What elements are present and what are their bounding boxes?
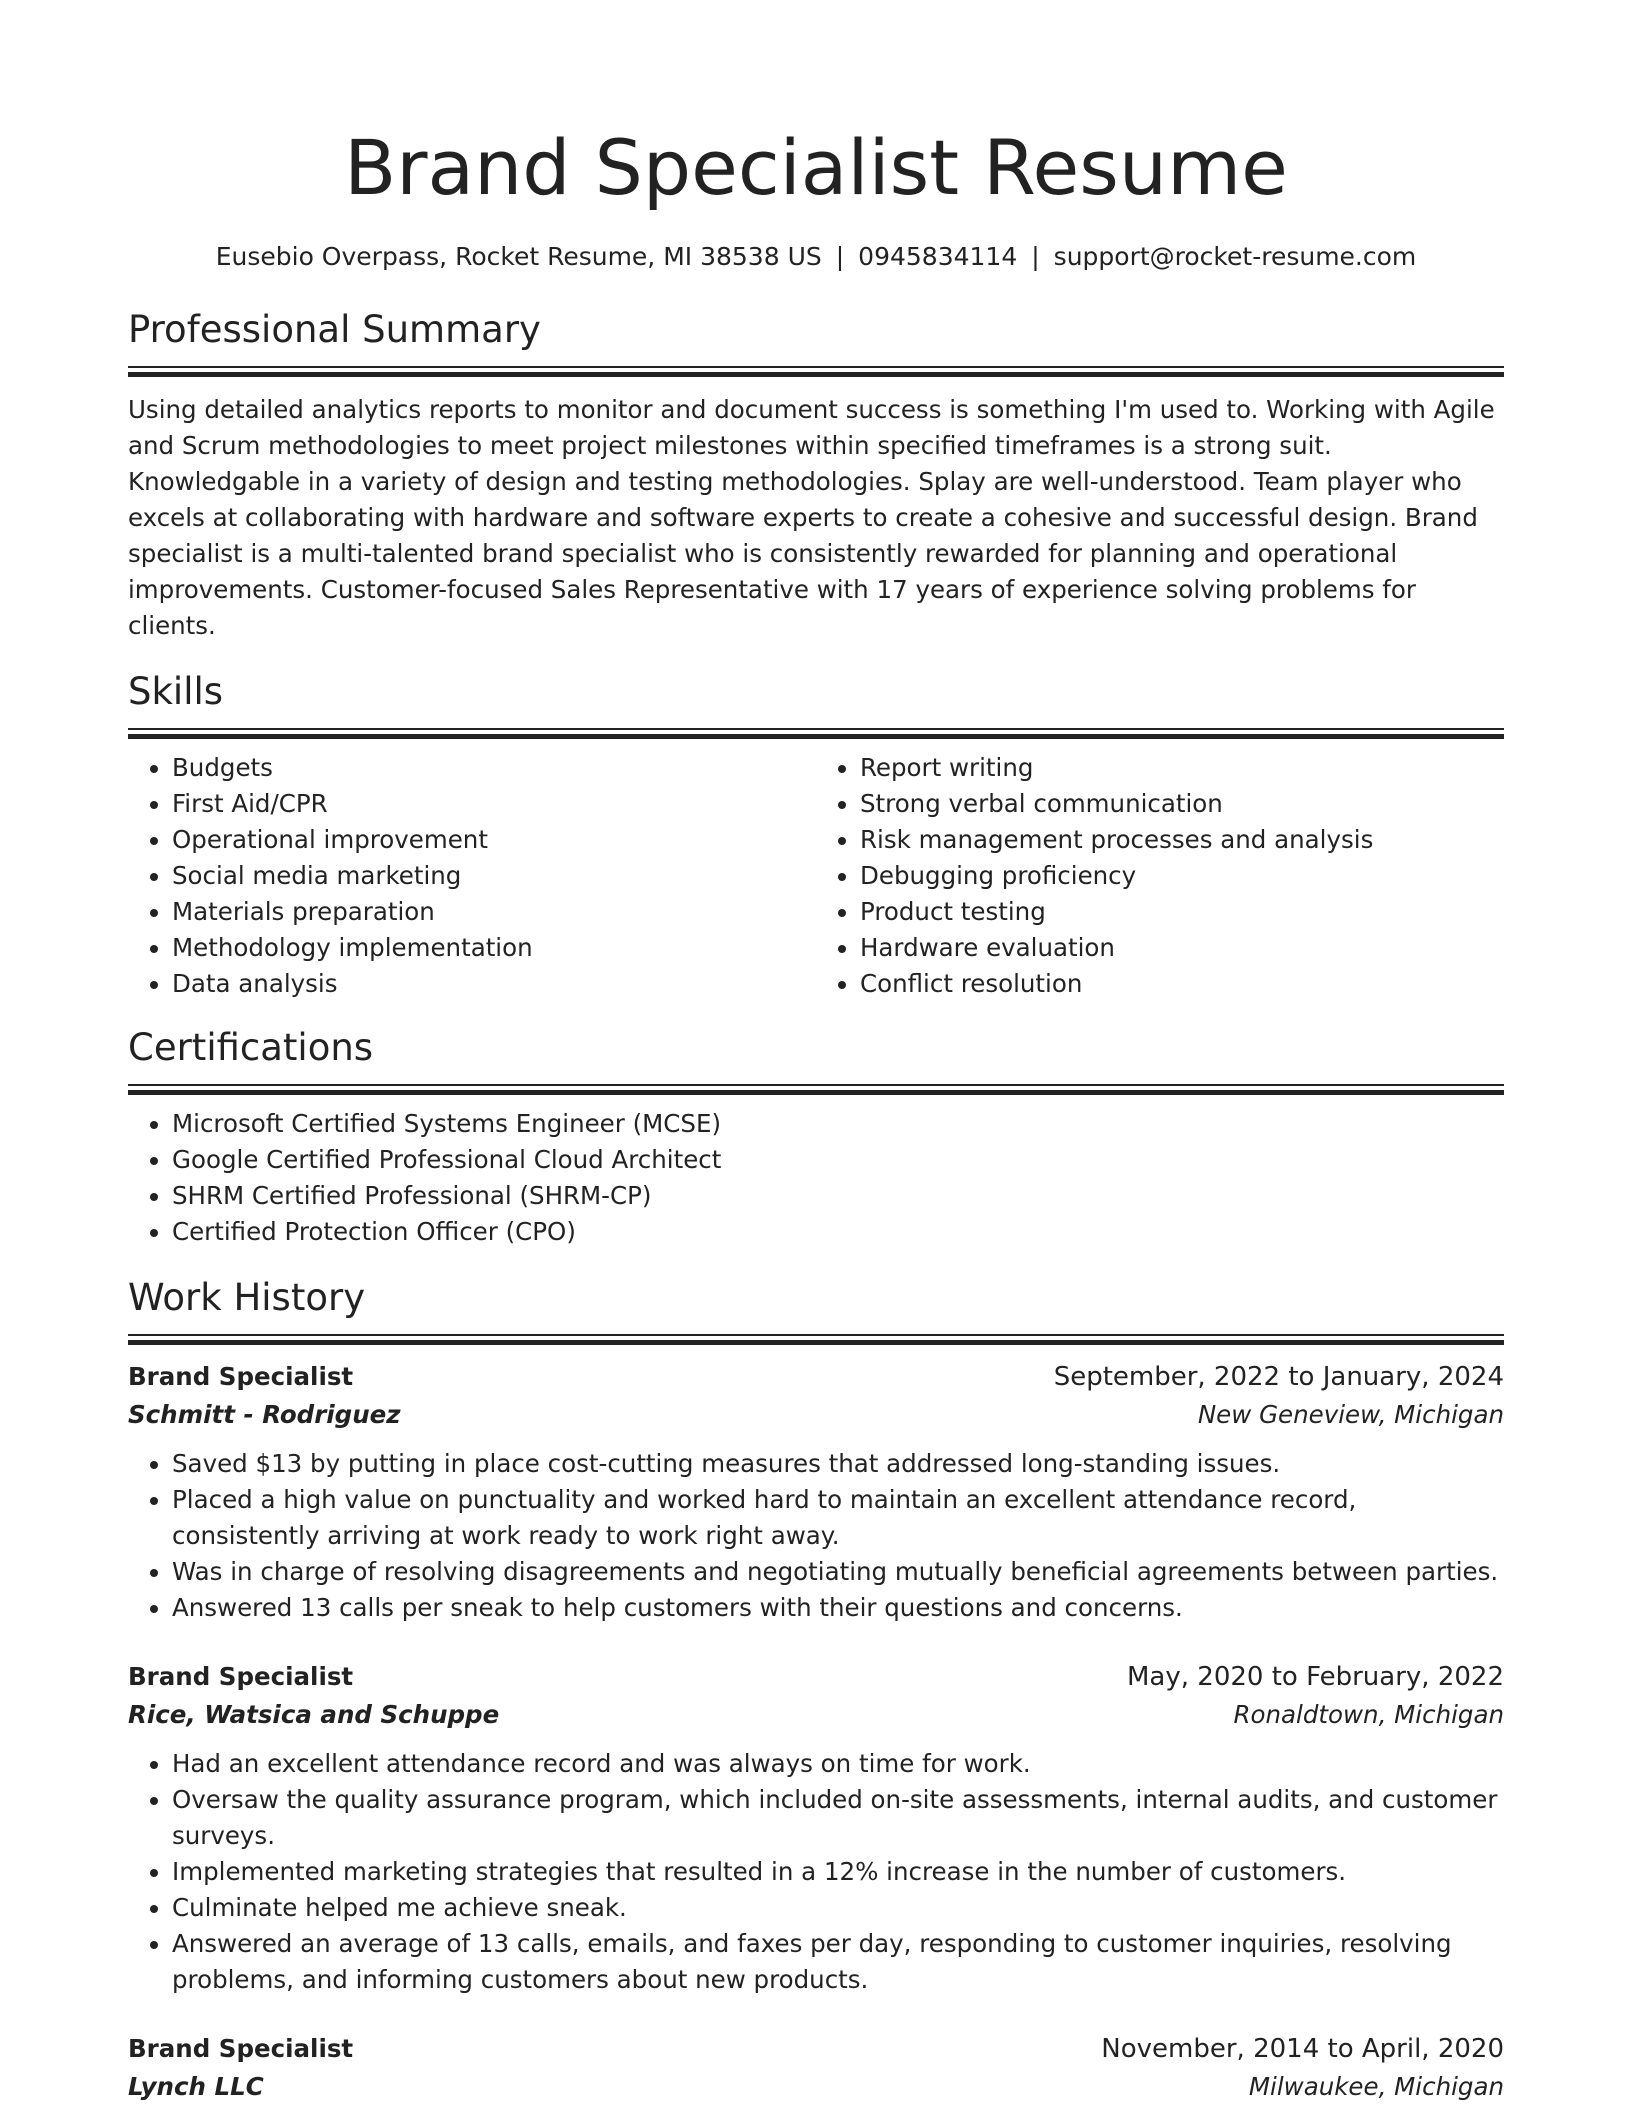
skill-item: • Social media marketing [172, 858, 816, 894]
job-dates: May, 2020 to February, 2022 [1127, 1662, 1504, 1692]
job-bullet: • Culminate helped me achieve sneak. [172, 1890, 1504, 1926]
skill-item: • Budgets [172, 750, 816, 786]
skills-column-left [128, 750, 816, 1002]
certification-item: • Google Certified Professional Cloud Architect [172, 1142, 1504, 1178]
job-entry [128, 1658, 1504, 1998]
job-bullet: • Was in charge of resolving disagreements and negotiating mutually beneficial agreements between parties. [172, 1554, 1504, 1590]
skills-grid [128, 750, 1504, 1002]
certification-item: • Certified Protection Officer (CPO) [172, 1214, 1504, 1250]
job-title: Brand Specialist [128, 2034, 354, 2063]
job-bullet: • Answered 13 calls per sneak to help customers with their questions and concerns. [172, 1590, 1504, 1626]
job-subheader [128, 2068, 1504, 2106]
summary-section [128, 306, 1504, 644]
job-subheader [128, 1696, 1504, 1734]
certifications-section [128, 1024, 1504, 1250]
job-header [128, 1658, 1504, 1696]
job-title: Brand Specialist [128, 1362, 354, 1391]
section-title-work-history: Work History [128, 1276, 366, 1319]
certification-item: • SHRM Certified Professional (SHRM-CP) [172, 1178, 1504, 1214]
section-title-certifications: Certifications [128, 1026, 374, 1069]
contact-phone: 0945834114 [858, 242, 1018, 271]
certifications-list [128, 1106, 1504, 1250]
job-bullets [128, 1446, 1504, 1626]
skill-item: • Methodology implementation [172, 930, 816, 966]
job-header [128, 1358, 1504, 1396]
job-bullet: • Oversaw the quality assurance program, which included on-site assessments, internal audits, and customer surveys. [172, 1782, 1504, 1854]
job-subheader [128, 1396, 1504, 1434]
section-divider [128, 1334, 1504, 1344]
contact-address: Eusebio Overpass, Rocket Resume, MI 38538 US [215, 242, 822, 271]
contact-line [128, 240, 1504, 274]
skills-section [128, 668, 1504, 1002]
summary-text: Using detailed analytics reports to monitor and document success is something I'm used to. Working with Agile and Scrum methodologies to meet project milestones within specified timeframes is a strong suit. Knowledgable in a variety of design and testing methodologies. Splay are well-understood. Team player who excels at collaborating with hardware and software experts to create a cohesive and successful design. Brand specialist is a multi-talented brand specialist who is consistently rewarded for planning and operational improvements. Customer-focused Sales Representative with 17 years of experience solving problems for clients. [128, 395, 1495, 640]
job-dates: September, 2022 to January, 2024 [1053, 1362, 1504, 1392]
section-title-summary: Professional Summary [128, 308, 541, 351]
job-title: Brand Specialist [128, 1662, 354, 1691]
work-history-section [128, 1274, 1504, 2106]
job-bullet: • Implemented marketing strategies that resulted in a 12% increase in the number of customers. [172, 1854, 1504, 1890]
job-company: Rice, Watsica and Schuppe [128, 1700, 500, 1729]
section-divider [128, 366, 1504, 376]
skills-column-right [816, 750, 1504, 1002]
job-company: Lynch LLC [128, 2072, 264, 2101]
certification-item: • Microsoft Certified Systems Engineer (MCSE) [172, 1106, 1504, 1142]
job-location: New Geneview, Michigan [1197, 1400, 1504, 1429]
section-divider [128, 728, 1504, 738]
job-bullet: • Saved $13 by putting in place cost-cutting measures that addressed long-standing issues. [172, 1446, 1504, 1482]
job-entry [128, 1358, 1504, 1626]
resume-title: Brand Specialist Resume [344, 123, 1288, 212]
section-divider [128, 1084, 1504, 1094]
skill-item: • Product testing [860, 894, 1504, 930]
skill-item: • Report writing [860, 750, 1504, 786]
contact-separator: | [1031, 242, 1040, 271]
section-title-skills: Skills [128, 670, 224, 713]
skill-item: • Data analysis [172, 966, 816, 1002]
skill-item: • Strong verbal communication [860, 786, 1504, 822]
job-location: Milwaukee, Michigan [1248, 2072, 1504, 2101]
skill-item: • Hardware evaluation [860, 930, 1504, 966]
job-bullets [128, 1746, 1504, 1998]
job-location: Ronaldtown, Michigan [1233, 1700, 1504, 1729]
job-bullet: • Had an excellent attendance record and was always on time for work. [172, 1746, 1504, 1782]
job-dates: November, 2014 to April, 2020 [1101, 2034, 1504, 2064]
skill-item: • Debugging proficiency [860, 858, 1504, 894]
skill-item: • Risk management processes and analysis [860, 822, 1504, 858]
job-header [128, 2030, 1504, 2068]
contact-separator: | [835, 242, 845, 271]
skill-item: • Conflict resolution [860, 966, 1504, 1002]
job-bullet: • Answered an average of 13 calls, emails, and faxes per day, responding to customer inquiries, resolving problems, and informing customers about new products. [172, 1926, 1504, 1998]
job-entry [128, 2030, 1504, 2106]
job-company: Schmitt - Rodriguez [128, 1400, 401, 1429]
skill-item: • Operational improvement [172, 822, 816, 858]
contact-email: support@rocket-resume.com [1053, 242, 1417, 271]
skill-item: • First Aid/CPR [172, 786, 816, 822]
job-bullet: • Placed a high value on punctuality and worked hard to maintain an excellent attendance record, consistently arriving at work ready to work right away. [172, 1482, 1504, 1554]
skill-item: • Materials preparation [172, 894, 816, 930]
